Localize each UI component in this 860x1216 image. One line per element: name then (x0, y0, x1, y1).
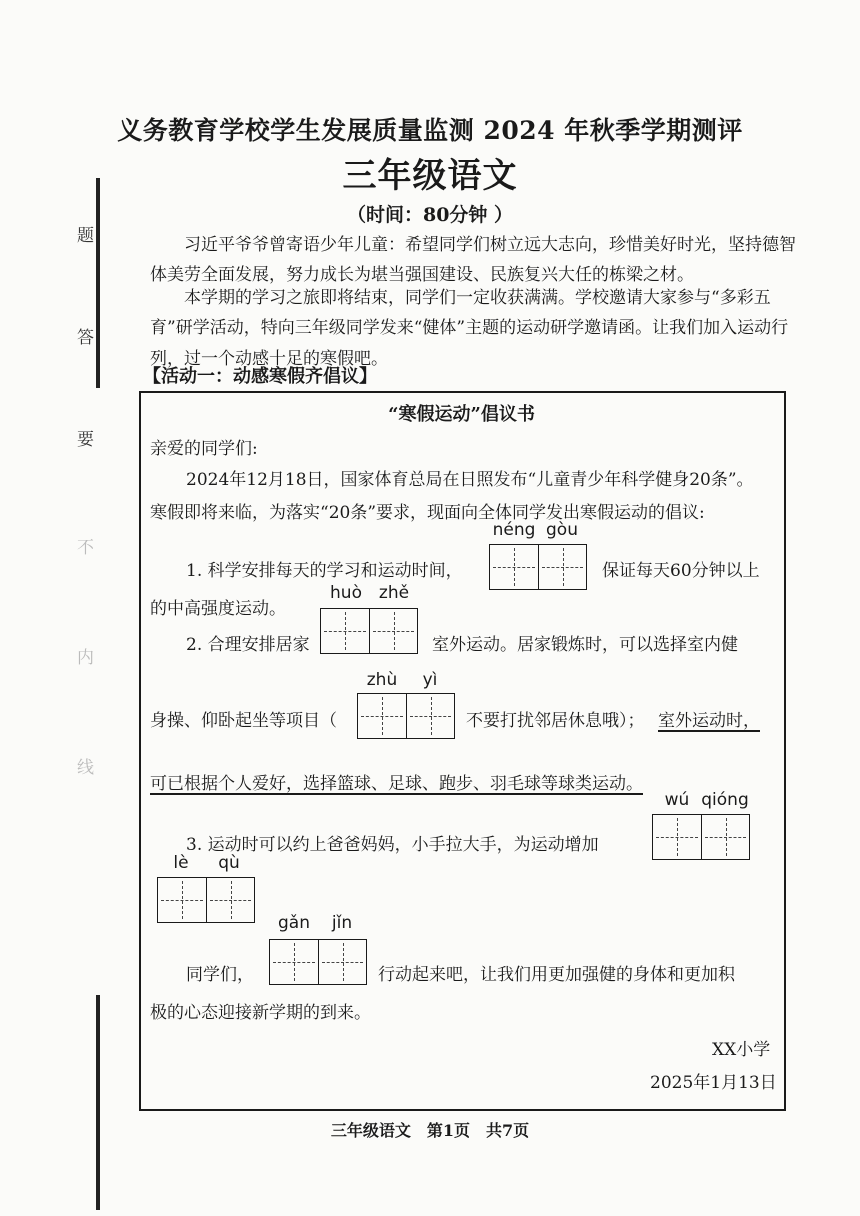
writing-grid[interactable] (269, 939, 367, 985)
letter-text: 保证每天60分钟以上 (602, 561, 760, 581)
letter-text: 2024年12月18日，国家体育总局在日照发布“儿童青少年科学健身20条”。 (186, 470, 754, 490)
page-footer: 三年级语文 第1页 共7页 (330, 1121, 530, 1140)
writing-cell[interactable] (406, 694, 454, 738)
writing-cell[interactable] (369, 609, 417, 653)
writing-cell[interactable] (358, 694, 406, 738)
writing-cell[interactable] (318, 940, 366, 984)
writing-cell[interactable] (538, 545, 586, 589)
writing-cell[interactable] (653, 815, 701, 859)
intro-paragraph-2: 本学期的学习之旅即将结束，同学们一定收获满满。学校邀请大家参与“多彩五育”研学活动，特向三年级同学发来“健体”主题的运动研学邀请函。让我们加入运动行列，过一个动感十足的寒假吧。 (150, 288, 789, 369)
writing-cell[interactable] (321, 609, 369, 653)
margin-char: 内 (77, 648, 94, 668)
pinyin-label: huò zhě (330, 583, 410, 603)
writing-grid[interactable] (320, 608, 418, 654)
letter-text: 身操、仰卧起坐等项目（ (150, 711, 337, 731)
writing-grid[interactable] (489, 544, 587, 590)
letter-text: 极的心态迎接新学期的到来。 (150, 1003, 371, 1023)
letter-text: 1. 科学安排每天的学习和运动时间， (186, 561, 463, 581)
underlined-sentence: 室外运动时， (658, 711, 760, 731)
binding-line-bottom (96, 995, 100, 1210)
margin-char: 答 (77, 328, 94, 348)
margin-char: 要 (77, 430, 94, 450)
letter-signature: XX小学 (712, 1040, 771, 1060)
writing-cell[interactable] (490, 545, 538, 589)
writing-grid[interactable] (357, 693, 455, 739)
margin-char: 题 (77, 226, 94, 246)
margin-char: 线 (77, 758, 94, 778)
writing-cell[interactable] (206, 878, 254, 922)
writing-cell[interactable] (701, 815, 749, 859)
writing-grid[interactable] (652, 814, 750, 860)
writing-cell[interactable] (270, 940, 318, 984)
letter-text: 3. 运动时可以约上爸爸妈妈，小手拉大手，为运动增加 (186, 835, 599, 855)
letter-text: 寒假即将来临，为落实“20条”要求，现面向全体同学发出寒假运动的倡议: (150, 503, 705, 523)
letter-text: 行动起来吧，让我们用更加强健的身体和更加积 (378, 965, 735, 985)
pinyin-label: lè qù (173, 853, 240, 873)
letter-greeting: 亲爱的同学们: (150, 439, 258, 459)
intro-paragraph-1: 习近平爷爷曾寄语少年儿童：希望同学们树立远大志向，珍惜美好时光，坚持德智体美劳全面发展，努力成长为堪当强国建设、民族复兴大任的栋梁之材。 (150, 235, 796, 286)
subject-title: 三年级语文 (342, 156, 518, 196)
margin-char: 不 (77, 538, 94, 558)
exam-time: （时间：80分钟 ） (346, 204, 514, 226)
letter-text: 的中高强度运动。 (150, 599, 286, 619)
letter-text: 室外运动。居家锻炼时，可以选择室内健 (432, 635, 738, 655)
letter-date: 2025年1月13日 (650, 1073, 777, 1093)
pinyin-label: néng gòu (492, 520, 578, 540)
underlined-sentence: 可已根据个人爱好，选择篮球、足球、跑步、羽毛球等球类运动。 (150, 774, 643, 794)
letter-text: 同学们， (186, 965, 254, 985)
pinyin-label: zhù yì (366, 670, 438, 690)
letter-text: 2. 合理安排居家 (186, 635, 310, 655)
activity-heading: 【活动一：动感寒假齐倡议】 (143, 366, 377, 387)
pinyin-label: wú qióng (664, 790, 749, 810)
letter-title: “寒假运动”倡议书 (388, 404, 535, 425)
letter-text: 不要打扰邻居休息哦）； (466, 711, 645, 731)
writing-cell[interactable] (158, 878, 206, 922)
exam-title: 义务教育学校学生发展质量监测 2024 年秋季学期测评 (117, 116, 743, 145)
pinyin-label: gǎn jǐn (278, 913, 353, 933)
writing-grid[interactable] (157, 877, 255, 923)
